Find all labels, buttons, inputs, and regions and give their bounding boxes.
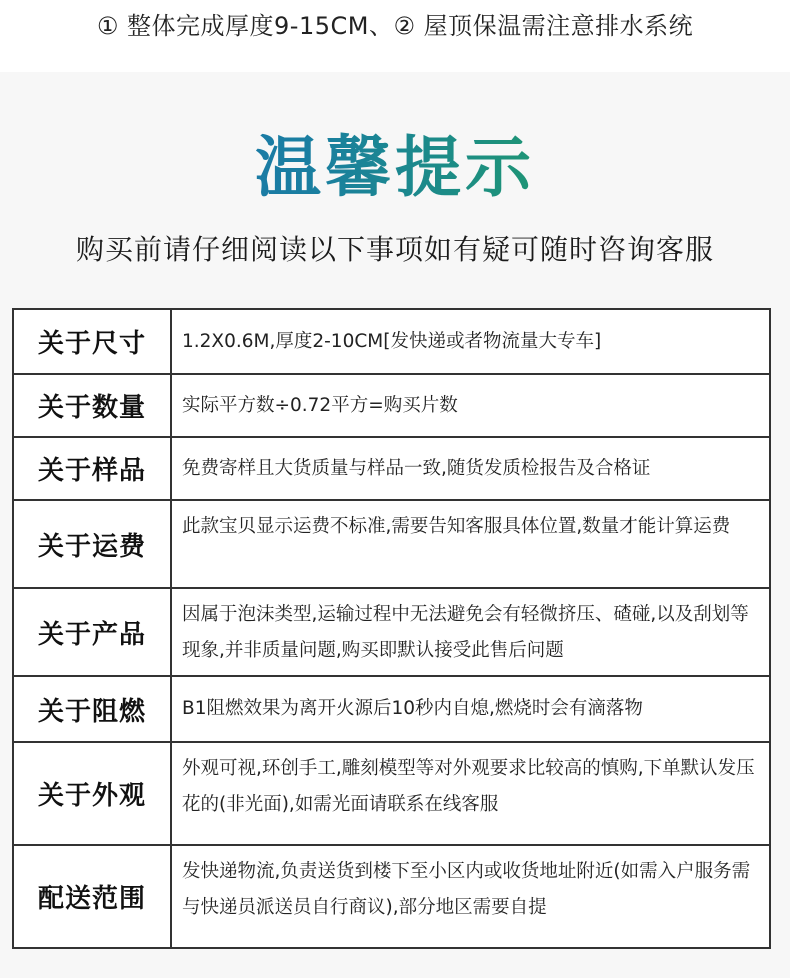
page-subtitle: 购买前请仔细阅读以下事项如有疑可随时咨询客服 xyxy=(75,233,714,266)
table-row xyxy=(14,438,771,501)
table-row xyxy=(14,846,771,949)
row-label: 配送范围 xyxy=(14,846,172,947)
row-value: 发快递物流,负责送货到楼下至小区内或收货地址附近(如需入户服务需与快递员派送员自行商议),部分地区需要自提 xyxy=(172,846,771,947)
row-value: 免费寄样且大货质量与样品一致,随货发质检报告及合格证 xyxy=(172,438,771,499)
row-value: B1阻燃效果为离开火源后10秒内自熄,燃烧时会有滴落物 xyxy=(172,677,771,741)
table-row xyxy=(14,677,771,743)
row-value: 此款宝贝显示运费不标准,需要告知客服具体位置,数量才能计算运费 xyxy=(172,501,771,587)
table-row xyxy=(14,501,771,589)
table-row xyxy=(14,375,771,438)
table-row xyxy=(14,310,771,375)
top-note: ① 整体完成厚度9-15CM、② 屋顶保温需注意排水系统 xyxy=(96,12,694,40)
row-label: 关于尺寸 xyxy=(14,310,172,373)
row-value: 因属于泡沫类型,运输过程中无法避免会有轻微挤压、碴碰,以及刮划等现象,并非质量问题,购买即默认接受此售后问题 xyxy=(172,589,771,675)
row-label: 关于阻燃 xyxy=(14,677,172,741)
table-row xyxy=(14,743,771,846)
row-label: 关于数量 xyxy=(14,375,172,436)
row-label: 关于外观 xyxy=(14,743,172,844)
row-value: 实际平方数÷0.72平方=购买片数 xyxy=(172,375,771,436)
row-label: 关于产品 xyxy=(14,589,172,675)
row-value: 外观可视,环创手工,雕刻模型等对外观要求比较高的慎购,下单默认发压花的(非光面),如需光面请联系在线客服 xyxy=(172,743,771,844)
notice-table xyxy=(12,308,771,949)
row-label: 关于运费 xyxy=(14,501,172,587)
table-row xyxy=(14,589,771,677)
row-value: 1.2X0.6M,厚度2-10CM[发快递或者物流量大专车] xyxy=(172,310,771,373)
row-label: 关于样品 xyxy=(14,438,172,499)
page-title: 温馨提示 xyxy=(0,128,790,208)
